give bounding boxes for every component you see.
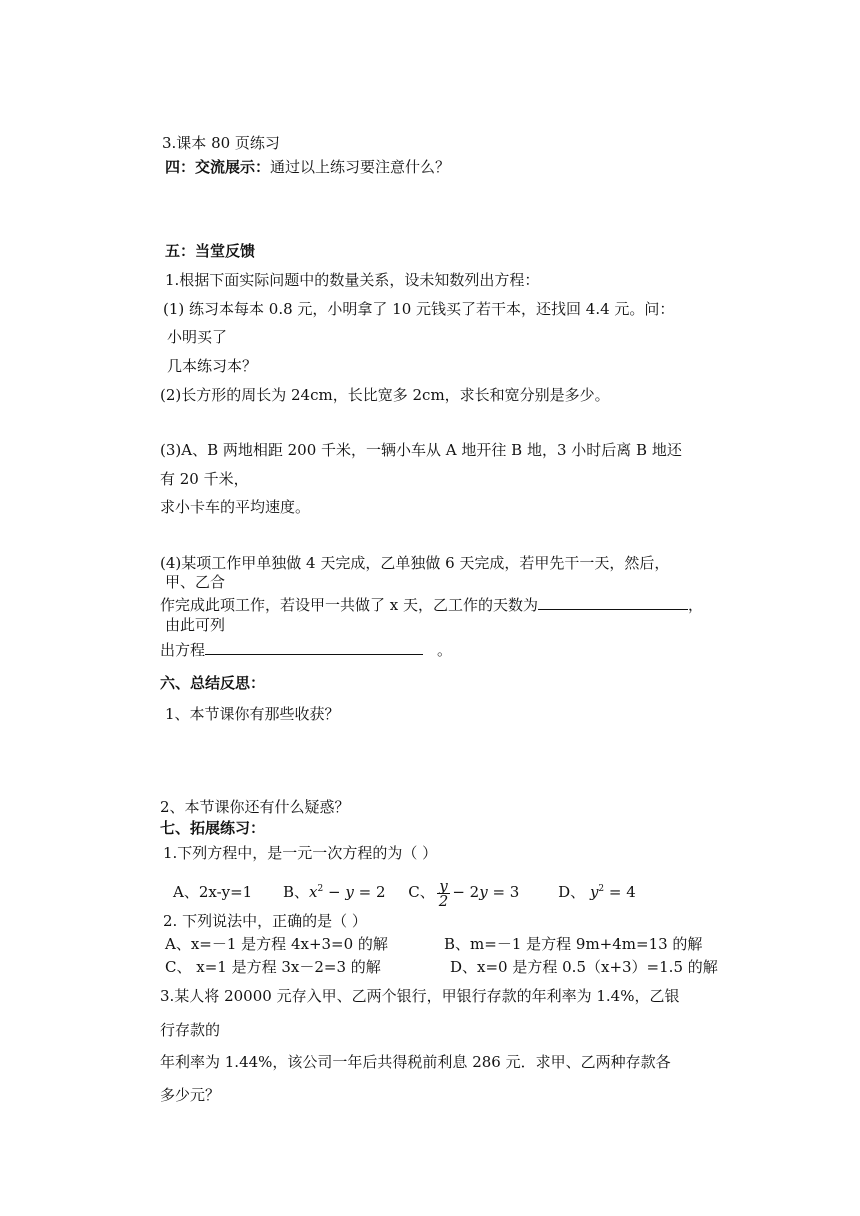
section-seven-title: 七、拓展练习： [160,819,266,837]
section-four-text: 通过以上练习要注意什么？ [270,158,451,176]
problem-3-line-2: 有 20 千米， [160,470,249,488]
problem-4-line-5 [160,640,452,660]
textbook-exercise-item: 3.课本 80 页练习 [162,134,280,152]
problem-4-line-1: (4)某项工作甲单独做 4 天完成，乙单独做 6 天完成，若甲先干一天，然后， [160,554,670,572]
exchange-display-heading [165,157,450,177]
problem-4-comma: ， [688,596,704,614]
q2-option-b: B、m=－1 是方程 9m+4m=13 的解 [444,935,703,953]
extension-question-1: 1.下列方程中，是一元一次方程的为（ ） [163,844,438,862]
problem-2: (2)长方形的周长为 24cm，长比宽多 2cm，求长和宽分别是多少。 [160,386,610,404]
option-d: D、 $y^2 = 4$ [558,883,636,901]
extension-question-3-line-4: 多少元？ [160,1086,221,1104]
q2-option-d: D、x=0 是方程 0.5（x+3）=1.5 的解 [450,958,718,976]
extension-question-3-line-3: 年利率为 1.44%，该公司一年后共得税前利息 286 元．求甲、乙两种存款各 [160,1053,671,1071]
reflection-question-1: 1、本节课你有那些收获？ [165,705,340,723]
option-a: A、2x-y=1 [173,883,253,901]
option-b: B、$x^2 - y = 2$ [283,883,386,901]
answer-blank-equation[interactable] [205,640,423,655]
problem-4-line-4: 由此可列 [165,616,226,634]
q2-option-a: A、x=－1 是方程 4x+3=0 的解 [165,935,388,953]
problem-4-period: 。 [437,641,453,659]
section-four-title: 四：交流展示： [165,158,271,176]
problem-4-text: 作完成此项工作，若设甲一共做了 x 天，乙工作的天数为 [160,596,538,614]
feedback-question-1: 1.根据下面实际问题中的数量关系，设未知数列出方程： [165,271,540,289]
reflection-question-2: 2、本节课你还有什么疑惑？ [160,798,350,816]
option-c: C、 $\frac{y}{2}$ − 2y = 3 [408,876,520,910]
problem-1-line-3: 几本练习本？ [167,357,258,375]
extension-question-1-options [173,874,636,908]
problem-1-line-1: (1) 练习本每本 0.8 元，小明拿了 10 元钱买了若干本，还找回 4.4 元。问： [163,300,675,318]
extension-question-2: 2. 下列说法中，正确的是（ ） [163,912,367,930]
problem-3-line-3: 求小卡车的平均速度。 [160,498,311,516]
problem-3-line-1: (3)A、B 两地相距 200 千米，一辆小车从 A 地开往 B 地，3 小时后离 B 地还 [160,441,682,459]
q2-option-c: C、 x=1 是方程 3x－2=3 的解 [165,958,381,976]
extension-question-3-line-1: 3.某人将 20000 元存入甲、乙两个银行，甲银行存款的年利率为 1.4%，乙银 [160,987,680,1005]
answer-blank-days[interactable] [538,595,688,610]
problem-4-equation-label: 出方程 [160,641,206,659]
section-five-title: 五：当堂反馈 [165,242,256,260]
problem-4-line-3 [160,595,703,615]
extension-question-3-line-2: 行存款的 [160,1021,221,1039]
fraction-y-over-2: $\frac{y}{2}$ [438,876,449,910]
problem-4-line-2: 甲、乙合 [165,573,226,591]
section-six-title: 六、总结反思： [160,674,266,692]
problem-1-line-2: 小明买了 [167,328,228,346]
